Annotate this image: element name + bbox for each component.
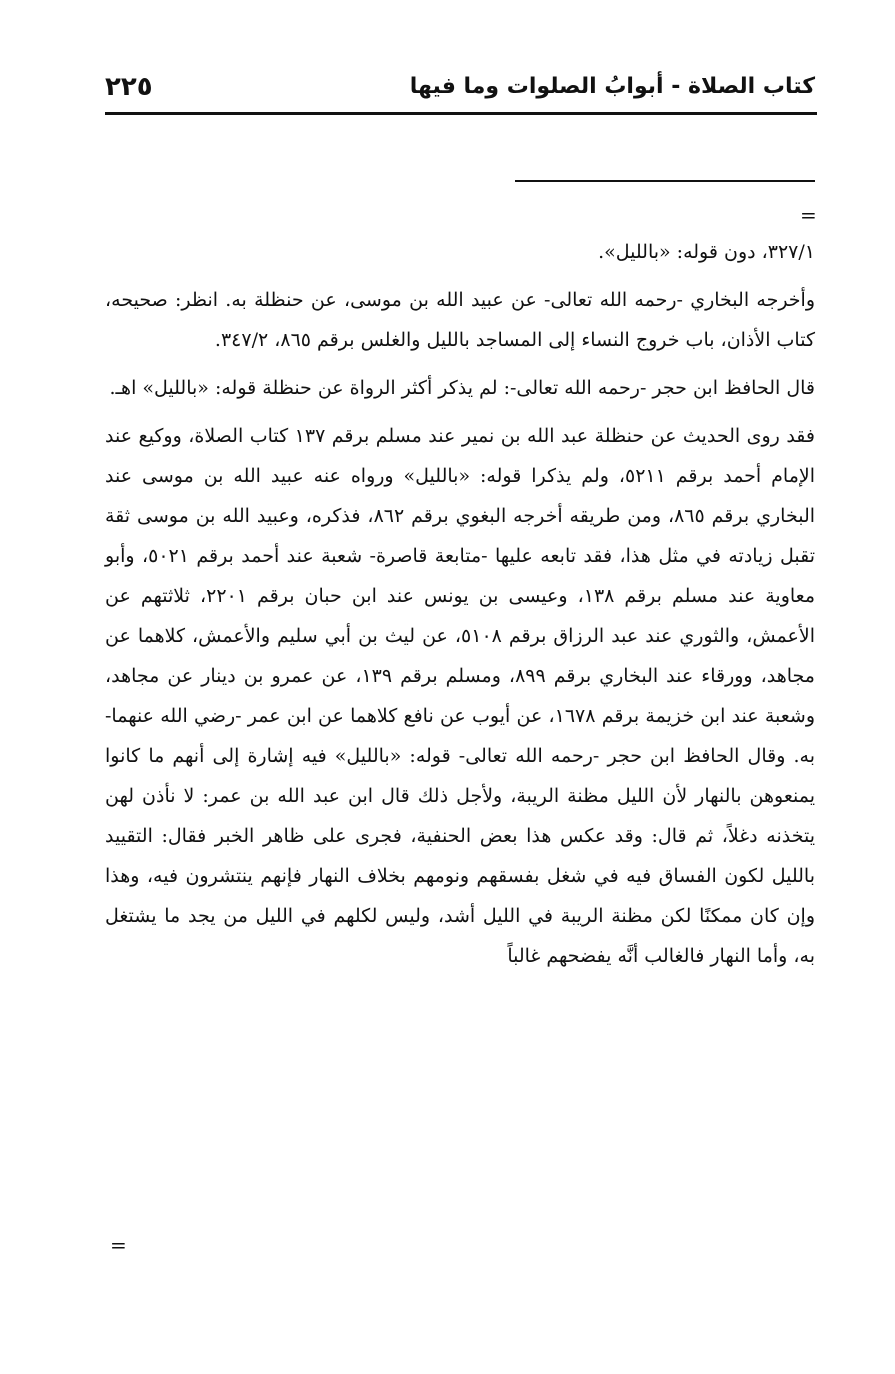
footnote-paragraph: وأخرجه البخاري -رحمه الله تعالى- عن عبيد الله بن موسى، عن حنظلة به. انظر: صحيحه، كتاب الأذان، باب خروج النساء إلى المساجد بالليل والغلس برقم ٨٦٥، ٣٤٧/٢. <box>105 289 815 351</box>
header-title: كتاب الصلاة - أبوابُ الصلوات وما فيها <box>409 74 815 99</box>
running-header <box>105 70 815 110</box>
footnote-body <box>105 232 815 984</box>
continues-mark: = <box>110 1233 127 1257</box>
footnote-paragraph: ٣٢٧/١، دون قوله: «بالليل». <box>598 241 815 263</box>
footnote-paragraph: قال الحافظ ابن حجر -رحمه الله تعالى-: لم يذكر أكثر الرواة عن حنظلة قوله: «بالليل» اهـ. <box>109 377 815 399</box>
header-rule <box>105 112 817 115</box>
page-number: ٢٢٥ <box>105 72 153 102</box>
footnote-separator <box>515 180 815 182</box>
continuation-mark: = <box>800 203 817 227</box>
footnote-paragraph: فقد روى الحديث عن حنظلة عبد الله بن نمير عند مسلم برقم ١٣٧ كتاب الصلاة، ووكيع عند الإمام أحمد برقم ٥٢١١، ولم يذكرا قوله: «بالليل» ورواه عنه عبيد الله بن موسى عند البخاري برقم ٨٦٥، ومن طريقه أخرجه البغوي برقم ٨٦٢، فذكره، وعبيد الله بن موسى ثقة تقبل زيادته في مثل هذا، فقد تابعه عليها -متابعة قاصرة- شعبة عند أحمد برقم ٥٠٢١، وأبو معاوية عند مسلم برقم ١٣٨، وعيسى بن يونس عند ابن حبان برقم ٢٢٠١، ثلاثتهم عن الأعمش، والثوري عند عبد الرزاق برقم ٥١٠٨، عن ليث بن أبي سليم والأعمش، كلاهما عن مجاهد، وورقاء عند البخاري برقم ٨٩٩، ومسلم برقم ١٣٩، عن عمرو بن دينار عن مجاهد، وشعبة عند ابن خزيمة برقم ١٦٧٨، عن أيوب عن نافع كلاهما عن ابن عمر -رضي الله عنهما- به. وقال الحافظ ابن حجر -رحمه الله تعالى- قوله: «بالليل» فيه إشارة إلى أنهم ما كانوا يمنعوهن بالنهار لأن الليل مظنة الريبة، ولأجل ذلك قال ابن عبد الله بن عمر: لا نأذن لهن يتخذنه دغلاً، ثم قال: وقد عكس هذا بعض الحنفية، فجرى على ظاهر الخبر فقال: التقييد بالليل لكون الفساق فيه في شغل بفسقهم ونومهم بخلاف النهار فإنهم ينتشرون فيه، وهذا وإن كان ممكنًا لكن مظنة الريبة في الليل أشد، وليس لكلهم في الليل من يجد ما يشتغل به، وأما النهار فالغالب أنَّه يفضحهم غالباً <box>105 425 816 967</box>
